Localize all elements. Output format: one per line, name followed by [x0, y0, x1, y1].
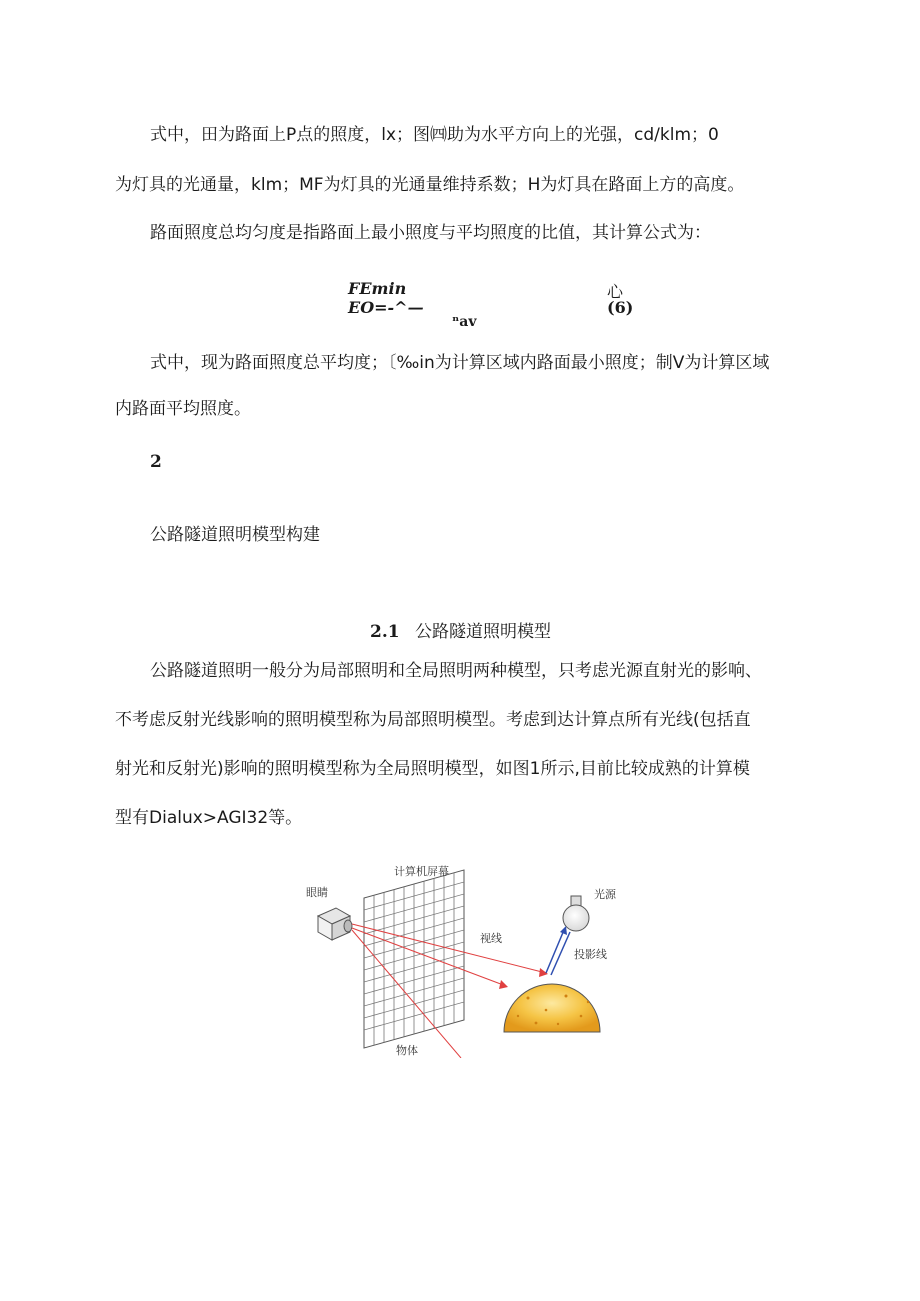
paragraph-4-line-2: 不考虑反射光线影响的照明模型称为局部照明模型。考虑到达计算点所有光线(包括直 [115, 710, 751, 730]
paragraph-1-line-1: 式中，田为路面上P点的照度，lx；图㈣助为水平方向上的光强，cd/klm；0 [150, 125, 719, 145]
label-object: 物体 [396, 1044, 418, 1057]
equation-numerator: FEmin [348, 279, 407, 298]
label-projection: 投影线 [574, 948, 607, 961]
subsection-number: 2.1 [370, 622, 400, 642]
paragraph-3-line-2: 内路面平均照度。 [115, 399, 251, 419]
equation-lhs: EO=-^— [348, 298, 424, 317]
screen-grid [364, 870, 464, 1048]
light-bulb-icon [563, 896, 589, 931]
section-number: 2 [150, 452, 162, 472]
paragraph-3-line-1: 式中，现为路面照度总平均度；〔‰in为计算区域内路面最小照度；制V为计算区域 [150, 353, 770, 373]
equation-side-char: 心 [607, 282, 624, 301]
subsection-heading [370, 617, 551, 642]
paragraph-2: 路面照度总均匀度是指路面上最小照度与平均照度的比值，其计算公式为： [150, 223, 711, 243]
label-screen: 计算机屏幕 [394, 865, 449, 878]
equation-number: (6) [607, 298, 634, 317]
paragraph-1-line-2: 为灯具的光通量，klm；MF为灯具的光通量维持系数；H为灯具在路面上方的高度。 [115, 175, 745, 195]
paragraph-4-line-4: 型有Dialux>AGI32等。 [115, 808, 303, 828]
paragraph-4-line-1: 公路隧道照明一般分为局部照明和全局照明两种模型，只考虑光源直射光的影响、 [150, 661, 762, 681]
section-title: 公路隧道照明模型构建 [150, 525, 320, 545]
paragraph-4-line-3: 射光和反射光)影响的照明模型称为全局照明模型，如图1所示,目前比较成熟的计算模 [115, 759, 750, 779]
sphere-object [504, 984, 600, 1032]
subsection-title: 公路隧道照明模型 [414, 622, 551, 642]
label-eye: 眼睛 [306, 886, 328, 899]
ray-tracing-figure [296, 858, 626, 1058]
label-light: 光源 [594, 888, 616, 901]
label-sight: 视线 [480, 932, 502, 945]
equation-denominator: ⁿav [452, 314, 477, 330]
camera-icon [318, 908, 352, 940]
